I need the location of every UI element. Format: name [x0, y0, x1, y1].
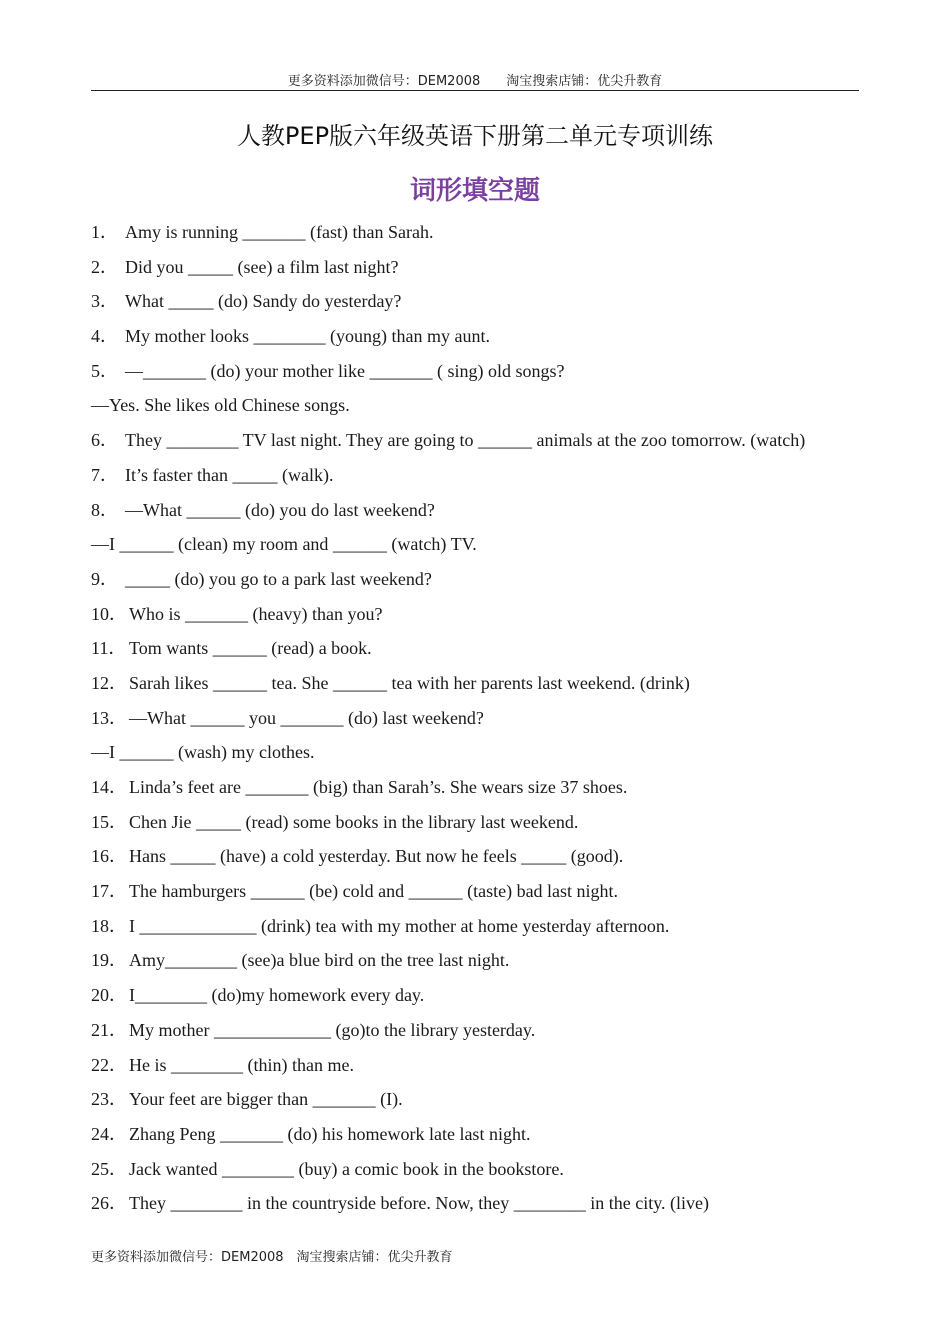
- question-item: [91, 774, 871, 809]
- question-item: [91, 323, 871, 358]
- question-number: 16．: [91, 846, 127, 867]
- question-item: [91, 982, 871, 1017]
- question-number: 12．: [91, 672, 127, 693]
- question-item: [91, 878, 871, 913]
- worksheet-title: 人教PEP版六年级英语下册第二单元专项训练: [236, 122, 714, 150]
- question-text: Your feet are bigger than _______ (I).: [129, 1089, 403, 1110]
- question-text: —What ______ (do) you do last weekend?: [125, 499, 435, 520]
- worksheet-subtitle: 词形填空题: [409, 176, 540, 206]
- question-text: Chen Jie _____ (read) some books in the library last weekend.: [129, 811, 579, 832]
- question-text: —_______ (do) your mother like _______ ( sing) old songs?: [125, 360, 565, 381]
- question-text: My mother looks ________ (young) than my aunt.: [125, 326, 490, 347]
- question-number: 11．: [91, 638, 127, 659]
- question-item: [91, 427, 871, 462]
- question-list: [91, 219, 871, 1225]
- question-text: What _____ (do) Sandy do yesterday?: [125, 291, 402, 312]
- question-number: 10．: [91, 603, 127, 624]
- question-text: Hans _____ (have) a cold yesterday. But now he feels _____ (good).: [129, 846, 624, 867]
- question-item: [91, 1017, 871, 1052]
- question-text: Jack wanted ________ (buy) a comic book in the bookstore.: [129, 1158, 564, 1179]
- question-item: [91, 601, 871, 636]
- question-text: It’s faster than _____ (walk).: [125, 464, 334, 485]
- question-item: [91, 219, 871, 254]
- question-item: [91, 913, 871, 948]
- header-divider: [91, 90, 859, 91]
- question-number: 13．: [91, 707, 127, 728]
- question-text: They ________ in the countryside before. Now, they ________ in the city. (live): [129, 1193, 710, 1214]
- question-item: [91, 809, 871, 844]
- question-text: Zhang Peng _______ (do) his homework late last night.: [129, 1123, 531, 1144]
- question-text: He is ________ (thin) than me.: [129, 1054, 354, 1075]
- question-text: I________ (do)my homework every day.: [129, 985, 425, 1006]
- question-item: [91, 1086, 871, 1121]
- question-number: 24．: [91, 1123, 127, 1144]
- question-text: Linda’s feet are _______ (big) than Sarah’s. She wears size 37 shoes.: [129, 777, 628, 797]
- question-item: [91, 1121, 871, 1156]
- question-number: 20．: [91, 985, 127, 1006]
- question-item: [91, 358, 871, 393]
- question-item: [91, 635, 871, 670]
- question-item: [91, 1190, 871, 1225]
- question-text: Amy is running _______ (fast) than Sarah.: [125, 222, 434, 242]
- question-number: 2．: [91, 256, 118, 277]
- question-text: _____ (do) you go to a park last weekend?: [125, 568, 432, 589]
- question-text: Who is _______ (heavy) than you?: [129, 603, 383, 624]
- question-number: 25．: [91, 1158, 127, 1179]
- answer-line: [91, 739, 871, 774]
- question-item: [91, 670, 871, 705]
- question-text: The hamburgers ______ (be) cold and ______ (taste) bad last night.: [129, 881, 619, 902]
- question-text: —What ______ you _______ (do) last weekend?: [129, 707, 484, 728]
- question-number: 18．: [91, 915, 127, 936]
- question-number: 5．: [91, 360, 118, 381]
- question-number: 6．: [91, 430, 118, 451]
- question-item: [91, 1052, 871, 1087]
- question-number: 22．: [91, 1054, 127, 1075]
- question-number: 1．: [91, 222, 118, 242]
- question-item: [91, 497, 871, 532]
- question-number: 26．: [91, 1193, 127, 1214]
- question-item: [91, 462, 871, 497]
- question-number: 8．: [91, 499, 118, 520]
- question-number: 3．: [91, 291, 118, 312]
- page-footer: 更多资料添加微信号：DEM2008 淘宝搜索店铺：优尖升教育: [91, 1250, 453, 1265]
- question-number: 9．: [91, 568, 118, 589]
- question-item: [91, 254, 871, 289]
- question-text: —I ______ (wash) my clothes.: [91, 742, 315, 763]
- question-number: 17．: [91, 881, 127, 902]
- question-number: 23．: [91, 1089, 127, 1110]
- question-item: [91, 705, 871, 740]
- answer-line: [91, 531, 871, 566]
- question-item: [91, 566, 871, 601]
- question-item: [91, 1156, 871, 1191]
- question-item: [91, 947, 871, 982]
- answer-line: [91, 392, 871, 427]
- question-text: Did you _____ (see) a film last night?: [125, 256, 399, 277]
- question-text: Tom wants ______ (read) a book.: [129, 638, 372, 659]
- question-item: [91, 843, 871, 878]
- question-number: 19．: [91, 950, 127, 971]
- question-text: —I ______ (clean) my room and ______ (watch) TV.: [91, 534, 477, 555]
- question-text: I _____________ (drink) tea with my mother at home yesterday afternoon.: [129, 915, 670, 936]
- question-number: 21．: [91, 1019, 127, 1040]
- question-item: [91, 288, 871, 323]
- question-text: Sarah likes ______ tea. She ______ tea with her parents last weekend. (drink): [129, 672, 690, 693]
- question-text: —Yes. She likes old Chinese songs.: [91, 395, 350, 416]
- question-number: 14．: [91, 777, 127, 797]
- question-number: 7．: [91, 464, 118, 485]
- page-header: 更多资料添加微信号：DEM2008 淘宝搜索店铺：优尖升教育: [287, 74, 663, 89]
- question-text: They ________ TV last night. They are going to ______ animals at the zoo tomorrow. (watch): [125, 430, 806, 451]
- question-number: 4．: [91, 326, 118, 347]
- question-number: 15．: [91, 811, 127, 832]
- question-text: Amy________ (see)a blue bird on the tree last night.: [129, 950, 510, 971]
- question-text: My mother _____________ (go)to the library yesterday.: [129, 1019, 536, 1040]
